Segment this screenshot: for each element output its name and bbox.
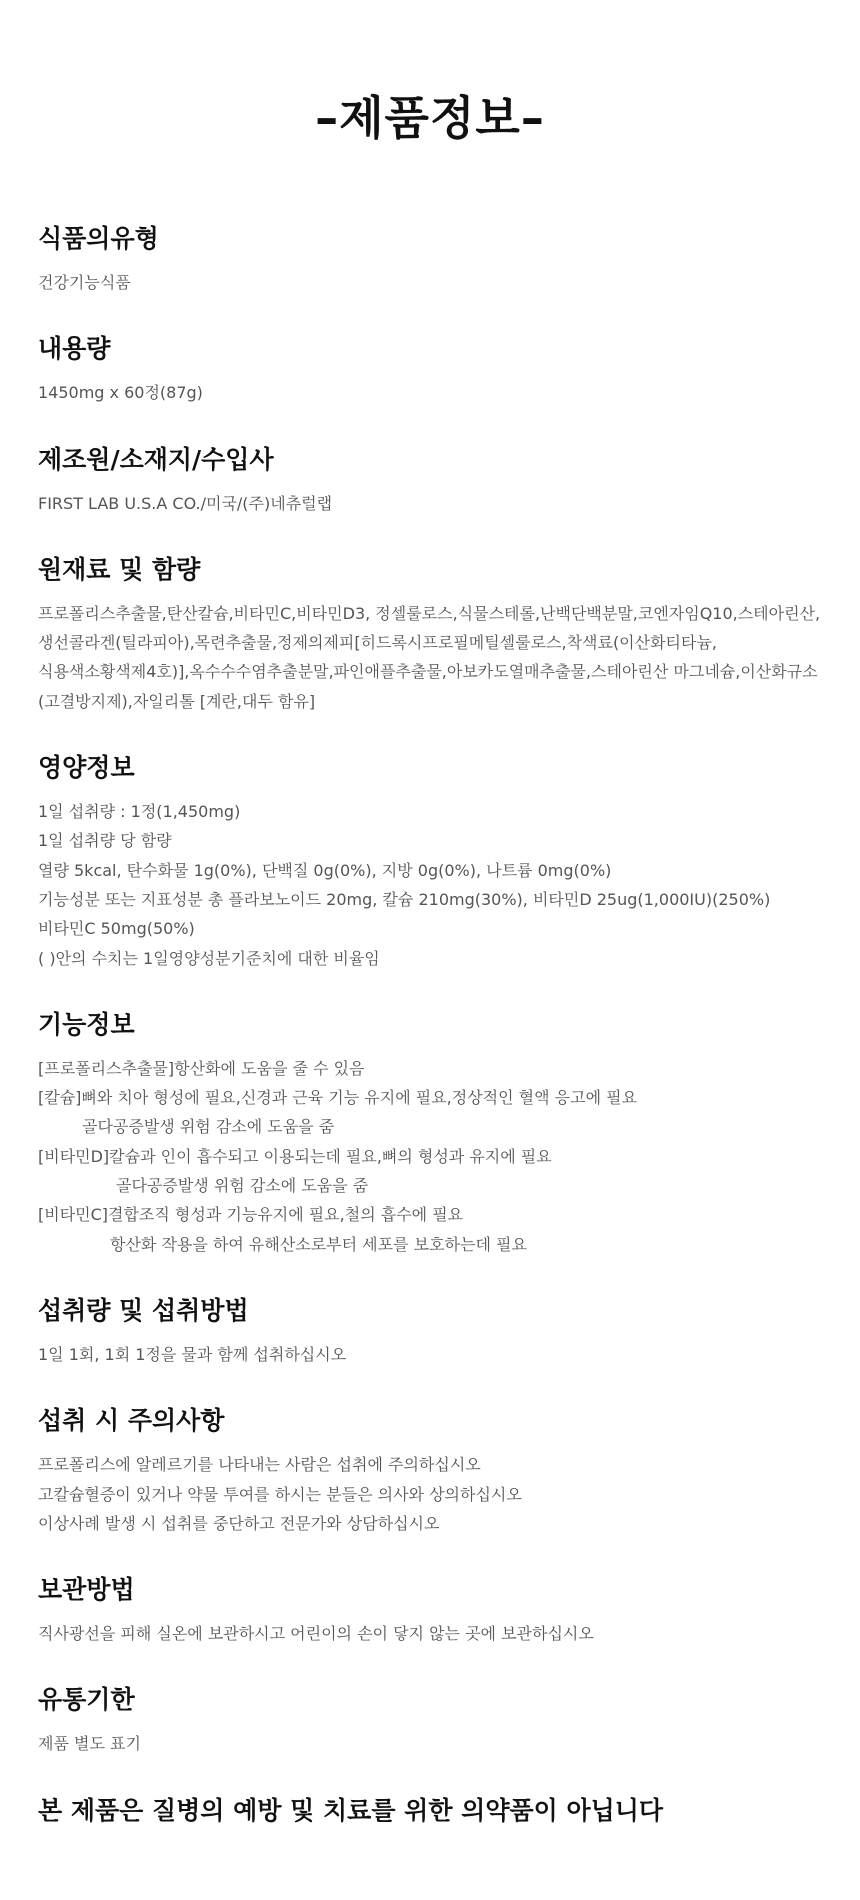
info-line: 이상사례 발생 시 섭취를 중단하고 전문가와 상담하십시오 xyxy=(38,1513,440,1533)
section-heading: 원재료 및 함량 xyxy=(38,554,201,584)
section-function xyxy=(38,1008,828,1259)
info-line: [비타민C]결합조직 형성과 기능유지에 필요,철의 흡수에 필요 xyxy=(38,1205,464,1225)
info-line: 기능성분 또는 지표성분 총 플라보노이드 20mg, 칼슘 210mg(30%), 비타민D 25ug(1,000IU)(250%) xyxy=(38,889,771,909)
info-line: 항산화 작용을 하여 유해산소로부터 세포를 보호하는데 필요 xyxy=(110,1234,527,1254)
info-line: ( )안의 수치는 1일영양성분기준치에 대한 비율임 xyxy=(38,948,380,968)
section-heading: 내용량 xyxy=(38,334,111,364)
section-food-type xyxy=(38,222,828,297)
section-heading: 영양정보 xyxy=(38,753,135,783)
ingredients-text: 프로폴리스추출물,탄산칼슘,비타민C,비타민D3, 정셀룰로스,식물스테롤,난백단백분말,코엔자임Q10,스테아린산,생선콜라겐(틸라피아),목련추출물,정제의제피[히드록시프로필메틸셀룰로스,착색료(이산화티타늄, 식용색소황색제4호)],옥수수수염추출분말,파인애플추출물,아보카도열매추출물,스테아린산 마그네슘,이산화규소(고결방지제),자일리톨 [계란,대두 함유] xyxy=(38,603,821,711)
info-line: 고칼슘혈증이 있거나 약물 투여를 하시는 분들은 의사와 상의하십시오 xyxy=(38,1484,522,1504)
info-line: 건강기능식품 xyxy=(38,273,131,292)
section-heading: 식품의유형 xyxy=(38,224,159,253)
section-heading: 유통기한 xyxy=(38,1685,135,1715)
info-line: 1일 섭취량 : 1정(1,450mg) xyxy=(38,802,241,822)
page-title: –제품정보– xyxy=(315,91,545,145)
section-heading: 제조원/소재지/수입사 xyxy=(38,444,274,474)
section-nutrition xyxy=(38,751,828,973)
section-volume xyxy=(38,332,828,407)
section-heading: 보관방법 xyxy=(38,1575,135,1605)
section-intake xyxy=(38,1294,828,1369)
info-line: 프로폴리스에 알레르기를 나타내는 사람은 섭취에 주의하십시오 xyxy=(38,1455,481,1475)
info-line: [비타민D]칼슘과 인이 흡수되고 이용되는데 필요,뼈의 형성과 유지에 필요 xyxy=(38,1146,552,1166)
info-line: FIRST LAB U.S.A CO./미국/(주)네츄럴랩 xyxy=(38,493,333,513)
section-heading: 섭취량 및 섭취방법 xyxy=(38,1295,249,1325)
info-line: 제품 별도 표기 xyxy=(38,1734,141,1754)
info-line: 1450mg x 60정(87g) xyxy=(38,383,203,403)
info-line: 직사광선을 피해 실온에 보관하시고 어린이의 손이 닿지 않는 곳에 보관하십시오 xyxy=(38,1624,594,1644)
info-line: 비타민C 50mg(50%) xyxy=(38,919,195,939)
info-line: 열량 5kcal, 탄수화물 1g(0%), 단백질 0g(0%), 지방 0g(0%), 나트륨 0mg(0%) xyxy=(38,860,612,880)
product-info-content xyxy=(38,222,828,1828)
info-line: 1일 1회, 1회 1정을 물과 함께 섭취하십시오 xyxy=(38,1344,347,1364)
section-heading: 섭취 시 주의사항 xyxy=(38,1406,225,1436)
section-cautions xyxy=(38,1404,828,1538)
section-ingredients xyxy=(38,553,828,716)
info-line: 1일 섭취량 당 함량 xyxy=(38,831,172,851)
section-heading: 기능정보 xyxy=(38,1009,135,1039)
info-line: [프로폴리스추출물]항산화에 도움을 줄 수 있음 xyxy=(38,1058,365,1078)
section-expiry xyxy=(38,1683,828,1758)
info-line: [칼슘]뼈와 치아 형성에 필요,신경과 근육 기능 유지에 필요,정상적인 혈액 응고에 필요 xyxy=(38,1088,638,1108)
info-line: 골다공증발생 위험 감소에 도움을 줌 xyxy=(116,1176,369,1196)
section-manufacturer xyxy=(38,443,828,518)
not-medicine-notice: 본 제품은 질병의 예방 및 치료를 위한 의약품이 아닙니다 xyxy=(38,1795,664,1825)
info-line: 골다공증발생 위험 감소에 도움을 줌 xyxy=(82,1117,335,1137)
section-storage xyxy=(38,1573,828,1648)
